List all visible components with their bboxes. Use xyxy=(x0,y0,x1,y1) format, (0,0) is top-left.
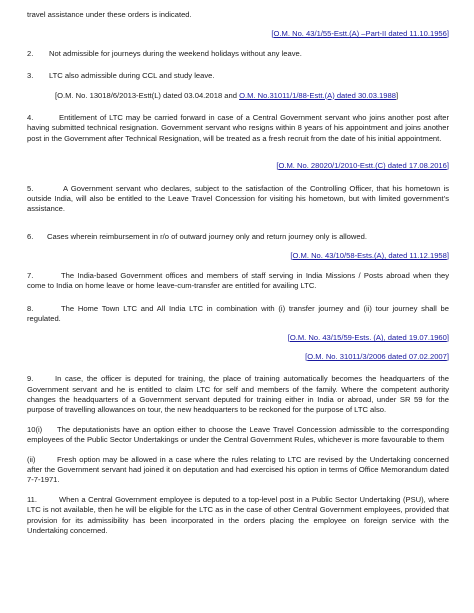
paragraph-text: Cases wherein reimbursement in r/o of outward journey only and return journey only is allowed. xyxy=(47,231,367,241)
paragraph-text: Not admissible for journeys during the weekend holidays without any leave. xyxy=(49,48,302,58)
paragraph-text: The Home Town LTC and All India LTC in combination with (i) transfer journey and (ii) tour journey shall be regulated. xyxy=(27,303,449,323)
paragraph-text: The deputationists have an option either to choose the Leave Travel Concession admissible to the corresponding employees of the Public Sector Undertakings or under the Central Government Rules, whichever is more favourable to them xyxy=(27,424,449,445)
reference-link[interactable]: O.M. No. 43/15/59-Ests. (A), dated 19.07.1960 xyxy=(289,333,447,343)
reference-link[interactable]: O.M. No. 31011/3/2006 dated 07.02.2007 xyxy=(307,351,447,361)
paragraph-text: In case, the officer is deputed for training, the place of training automatically becomes the headquarters of the Government servant and he is entitled to claim LTC for self and members of the family. Where the competent authority changes the headquarters of a Government servant deputed for training either in India or abroad, under SR 59 for the purpose of travelling allowances on tour, the new headquarters to be reckoned for the purpose of LTC also. xyxy=(27,374,449,415)
paragraph-text: LTC also admissible during CCL and study leave. xyxy=(49,71,215,81)
paragraph-10-ii xyxy=(27,455,449,486)
paragraph-11 xyxy=(27,495,449,537)
paragraph-number: 7. xyxy=(27,270,34,280)
paragraph-text: When a Central Government employee is deputed to a top-level post in a Public Sector Undertaking (PSU), where LTC is not available, then he will be eligible for the LTC as in the case of other Central Government employees, provided that provision for its admissibility has been incorporated in the orders placing the employee on foreign service with the Undertaking concerned. xyxy=(27,494,449,535)
reference-2 xyxy=(27,91,449,101)
reference-5: [O.M. No. 43/15/59-Ests. (A), dated 19.07.1960] xyxy=(287,333,449,343)
paragraph-text: The India-based Government offices and members of staff serving in India Missions / Posts abroad when they come to India on home leave or home leave-cum-transfer are entitled for availing LTC. xyxy=(27,270,449,291)
paragraph-number: 4. xyxy=(27,113,34,123)
paragraph-9 xyxy=(27,374,449,416)
paragraph-number: 3. xyxy=(27,71,34,81)
reference-1: [O.M. No. 43/1/55-Estt.(A) –Part-II dated 11.10.1956] xyxy=(271,29,449,39)
reference-text: ] xyxy=(395,90,399,100)
reference-6: [O.M. No. 31011/3/2006 dated 07.02.2007] xyxy=(305,351,449,361)
paragraph-number: 6. xyxy=(27,231,34,241)
reference-link[interactable]: O.M. No.31011/1/88-Estt.(A) dated 30.03.1988 xyxy=(239,90,396,100)
paragraph-number: 5. xyxy=(27,183,34,193)
paragraph-text: Fresh option may be allowed in a case where the rules relating to LTC are revised by the Undertaking concerned after the Government servant had joined it on deputation and had exercised his option in terms of Office Memorandum dated 7-7-1971. xyxy=(27,454,449,485)
paragraph-8 xyxy=(27,304,449,325)
paragraph-number: 11. xyxy=(27,494,37,504)
paragraph-number: 8. xyxy=(27,303,34,313)
paragraph-6 xyxy=(27,232,449,242)
reference-text: [O.M. No. 13018/6/2013-Estt(L) dated 03.04.2018 and xyxy=(55,90,240,100)
reference-link[interactable]: O.M. No. 43/1/55-Estt.(A) –Part-II dated 11.10.1956 xyxy=(273,29,447,39)
paragraph-7 xyxy=(27,271,449,292)
paragraph-number: 10(i) xyxy=(27,424,43,434)
reference-3: [O.M. No. 28020/1/2010-Estt.(C) dated 17.08.2016] xyxy=(276,161,449,171)
paragraph-text: Entitlement of LTC may be carried forward in case of a Central Government servant who joins another post after having submitted technical resignation. Government servant who resigns within 8 years of his appointment and joins another post in the Government after Technical Resignation, will be treated as a fresh recruit from the date of his initial appointment. xyxy=(27,113,449,143)
paragraph-text: travel assistance under these orders is indicated. xyxy=(27,10,192,19)
paragraph-number: 9. xyxy=(27,374,34,384)
reference-4: [O.M. No. 43/10/58-Ests.(A), dated 11.12.1958] xyxy=(290,251,449,261)
paragraph-10-i xyxy=(27,425,449,446)
paragraph-3 xyxy=(27,71,449,81)
paragraph-4 xyxy=(27,113,449,144)
reference-link[interactable]: O.M. No. 43/10/58-Ests.(A), dated 11.12.1958 xyxy=(292,251,447,261)
paragraph-5 xyxy=(27,184,449,215)
paragraph-number: 2. xyxy=(27,48,34,58)
paragraph-continuation xyxy=(27,10,449,20)
reference-link[interactable]: O.M. No. 28020/1/2010-Estt.(C) dated 17.08.2016 xyxy=(278,161,447,171)
paragraph-number: (ii) xyxy=(27,454,36,464)
document-page xyxy=(27,10,449,536)
paragraph-text: A Government servant who declares, subject to the satisfaction of the Controlling Officer, that his hometown is outside India, will also be entitled to the Leave Travel Concession for visiting his hometown, but with limited government’s assistance. xyxy=(27,183,449,214)
paragraph-2 xyxy=(27,49,449,59)
